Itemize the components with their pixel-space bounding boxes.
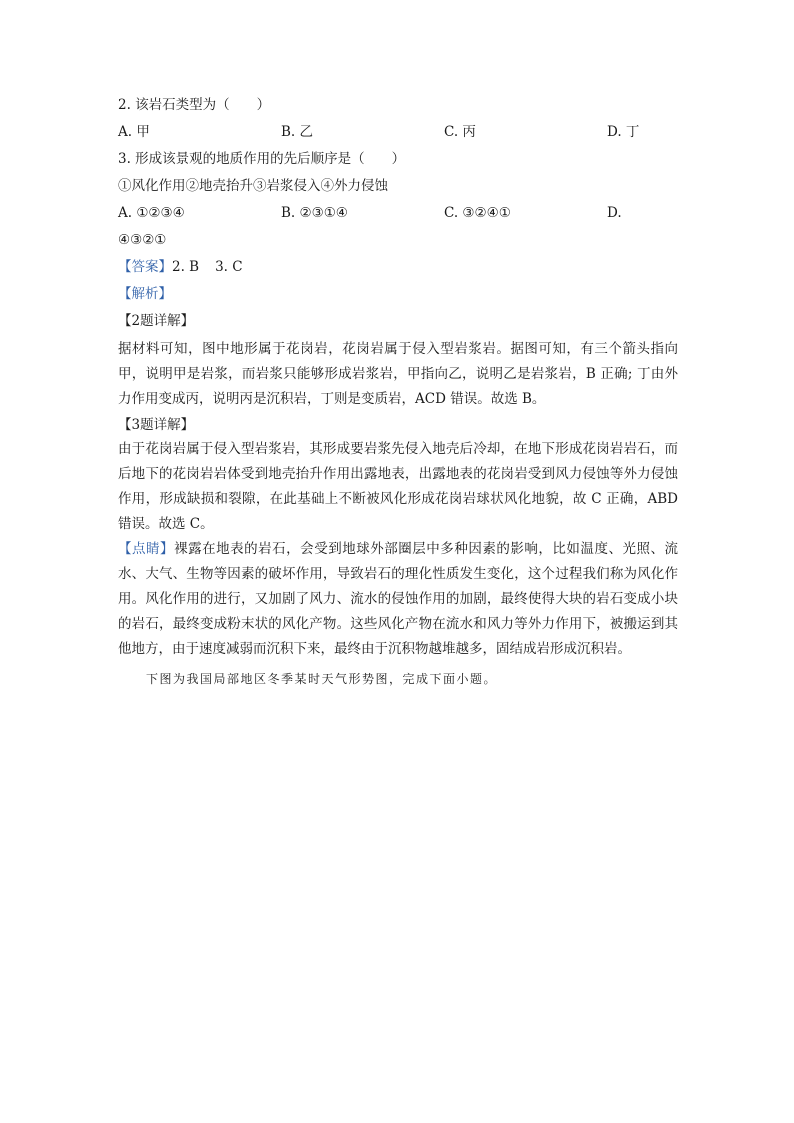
tip-text: 裸露在地表的岩石，会受到地球外部圈层中多种因素的影响，比如温度、光照、流水、大气、生物等因素的破坏作用，导致岩石的理化性质发生变化，这个过程我们称为风化作用。风化作用的进行，又加剧了风力、流水的侵蚀作用的加剧，最终使得大块的岩石变成小块的岩石，最终变成粉末状的风化产物。这些风化产物在流水和风力等外力作用下，被搬运到其他地方，由于速度减弱而沉积下来，最终由于沉积物越堆越多，固结成岩形成沉积岩。 (118, 541, 679, 657)
q3-option-d: D. (607, 205, 622, 221)
q3-option-b: B. ②③①④ (281, 205, 348, 221)
q2-option-d: D. 丁 (607, 124, 640, 140)
answer-line (118, 256, 678, 279)
q2-detail-label: 【2题详解】 (118, 313, 195, 329)
question-2-stem: 2. 该岩石类型为（ ） (118, 97, 271, 113)
q3-option-a: A. ①②③④ (118, 205, 185, 221)
answer-label: 【答案】 (118, 259, 172, 275)
question-3-stem: 3. 形成该景观的地质作用的先后顺序是（ ） (118, 151, 406, 167)
q3-detail-text: 由于花岗岩属于侵入型岩浆岩，其形成要岩浆先侵入地壳后冷却，在地下形成花岗岩岩石，而后地下的花岗岩岩体受到地壳抬升作用出露地表，出露地表的花岗岩受到风力侵蚀等外力侵蚀作用，形成缺损和裂隙，在此基础上不断被风化形成花岗岩球状风化地貌，故 C 正确，ABD 错误。故选 C。 (118, 441, 678, 532)
next-question-intro: 下图为我国局部地区冬季某时天气形势图，完成下面小题。 (146, 672, 498, 686)
q2-detail-text: 据材料可知，图中地形属于花岗岩，花岗岩属于侵入型岩浆岩。据图可知，有三个箭头指向甲，说明甲是岩浆，而岩浆只能够形成岩浆岩，甲指向乙，说明乙是岩浆岩，B 正确; 丁由外力作用变成丙，说明丙是沉积岩，丁则是变质岩，ACD 错误。故选 B。 (118, 341, 678, 407)
analysis-label: 【解析】 (118, 286, 172, 302)
q2-option-a: A. 甲 (118, 124, 150, 140)
answer-q3: 3. C (215, 259, 243, 275)
q3-option-c: C. ③②④① (444, 205, 511, 221)
q3-option-d-wrap: ④③②① (118, 232, 167, 248)
question-3-steps: ①风化作用②地壳抬升③岩浆侵入④外力侵蚀 (118, 178, 388, 194)
document-page (118, 94, 678, 690)
tip-label: 【点睛】 (118, 541, 175, 557)
answer-q2: 2. B (172, 259, 200, 275)
question-3-options (118, 202, 678, 225)
q2-option-b: B. 乙 (281, 124, 314, 140)
question-2-options (118, 121, 678, 144)
q2-option-c: C. 丙 (444, 124, 476, 140)
tip-paragraph (118, 537, 678, 662)
q3-detail-label: 【3题详解】 (118, 417, 195, 433)
